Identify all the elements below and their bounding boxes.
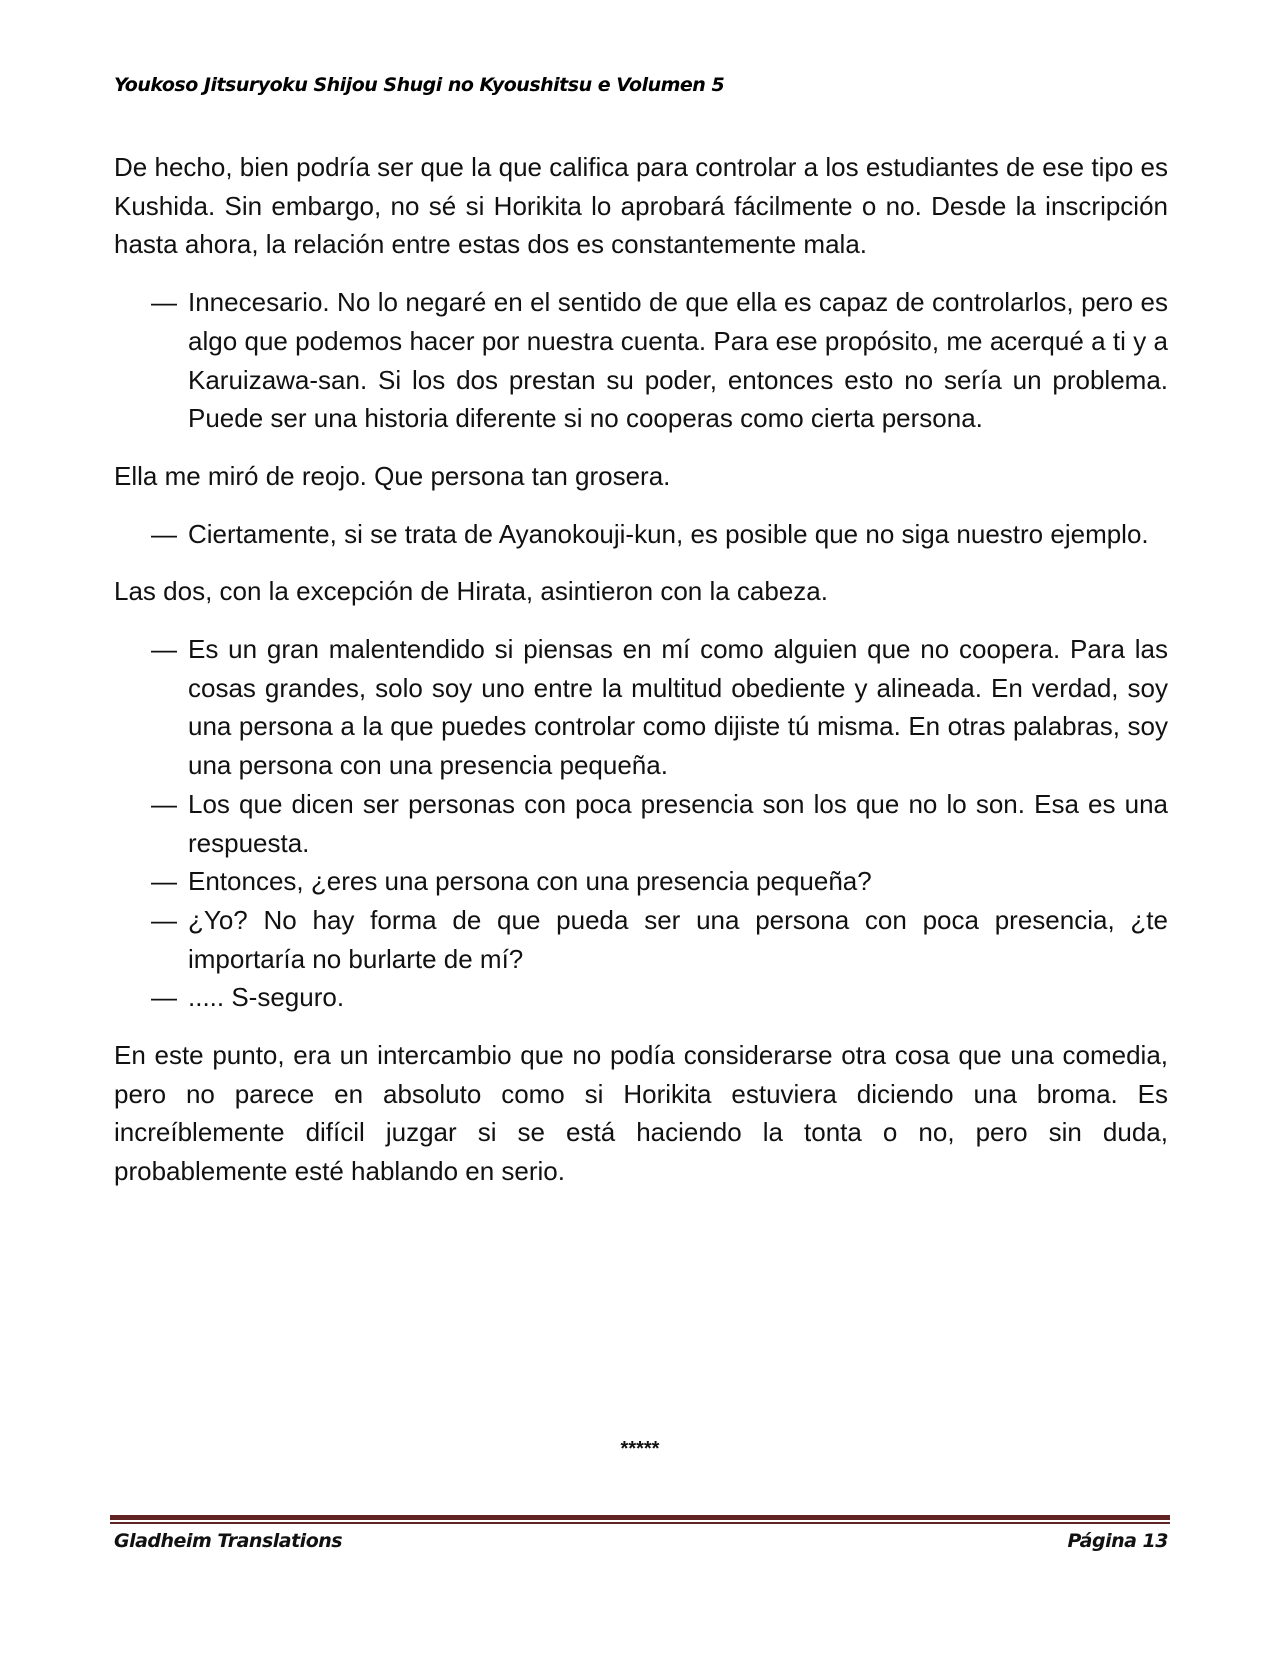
page-body [114,148,1168,1210]
em-dash: — [151,634,177,665]
em-dash: — [151,788,177,819]
dialogue-block [114,283,1168,438]
paragraph: Ella me miró de reojo. Que persona tan grosera. [114,460,671,491]
paragraph: En este punto, era un intercambio que no podía considerarse otra cosa que una comedia, pero no parece en absoluto como si Horikita estuviera diciendo una broma. Es increíblemente difícil juzgar si se está haciendo la tonta o no, pero sin duda, probablemente esté hablando en serio. [114,1040,1168,1187]
footer-credit: Gladheim Translations [114,1530,343,1552]
em-dash: — [151,904,177,935]
footer-rule-thin [110,1522,1170,1524]
dialogue-line [114,785,1168,862]
dialogue-text: Innecesario. No lo negaré en el sentido de que ella es capaz de controlarlos, pero es algo que podemos hacer por nuestra cuenta. Para ese propósito, me acerqué a ti y a Karuizawa-san. Si los dos prestan su poder, entonces esto no sería un problema. Puede ser una historia diferente si no cooperas como cierta persona. [188,287,1168,434]
dialogue-block [114,515,1168,554]
paragraph: De hecho, bien podría ser que la que califica para controlar a los estudiantes de ese tipo es Kushida. Sin embargo, no sé si Horikita lo aprobará fácilmente o no. Desde la inscripción hasta ahora, la relación entre estas dos es constantemente mala. [114,152,1168,260]
running-header: Youkoso Jitsuryoku Shijou Shugi no Kyoushitsu e Volumen 5 [114,74,725,96]
dialogue-text: Entonces, ¿eres una persona con una presencia pequeña? [188,866,872,897]
dialogue-line [114,862,1168,901]
dialogue-text: Es un gran malentendido si piensas en mí como alguien que no coopera. Para las cosas grandes, solo soy uno entre la multitud obediente y alineada. En verdad, soy una persona a la que puedes controlar como dijiste tú misma. En otras palabras, soy una persona con una presencia pequeña. [188,634,1168,781]
em-dash: — [151,518,177,549]
dialogue-line [114,978,1168,1017]
dialogue-block [114,630,1168,1017]
dialogue-text: Los que dicen ser personas con poca presencia son los que no lo son. Esa es una respuesta. [188,788,1168,858]
dialogue-text: ..... S-seguro. [188,982,345,1013]
scene-separator: ***** [620,1438,660,1460]
em-dash: — [151,866,177,897]
dialogue-line [114,515,1168,554]
dialogue-text: Ciertamente, si se trata de Ayanokouji-kun, es posible que no siga nuestro ejemplo. [188,518,1149,549]
em-dash: — [151,982,177,1013]
dialogue-line [114,630,1168,785]
dialogue-line [114,283,1168,438]
em-dash: — [151,287,177,318]
dialogue-text: ¿Yo? No hay forma de que pueda ser una persona con poca presencia, ¿te importaría no burlarte de mí? [188,904,1168,974]
page-number: Página 13 [1067,1530,1168,1552]
footer-rule [110,1515,1170,1520]
paragraph: Las dos, con la excepción de Hirata, asintieron con la cabeza. [114,576,828,607]
dialogue-line [114,901,1168,978]
